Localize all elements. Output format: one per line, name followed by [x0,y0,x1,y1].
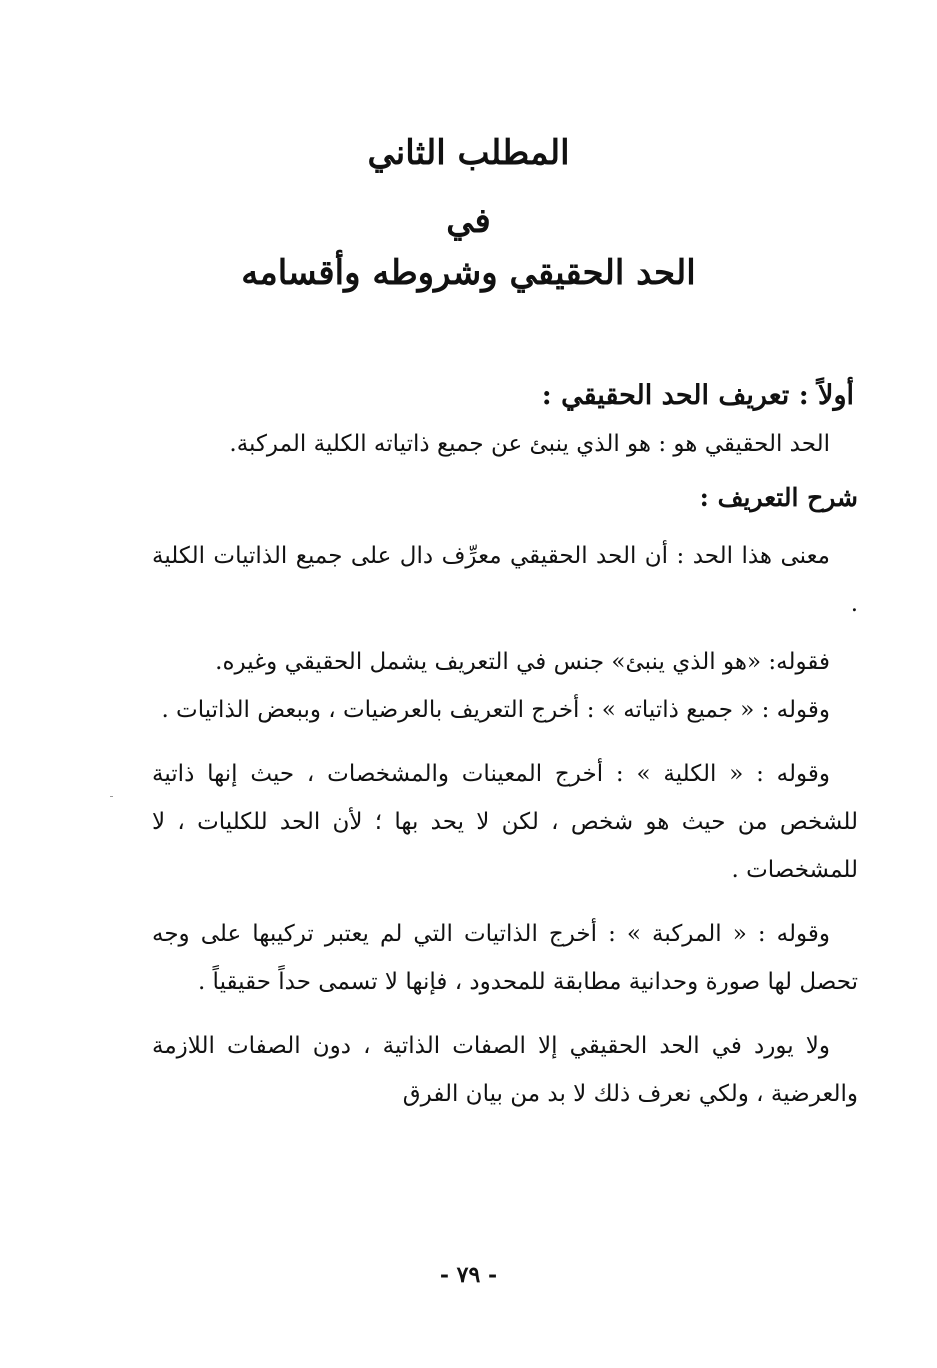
paragraph: وقوله : « المركبة » : أخرج الذاتيات التي لم يعتبر تركيبها على وجه تحصل لها صورة وحدانية مطابقة للمحدود ، فإنها لا تسمى حداً حقيقياً . [152,921,858,995]
paragraph: ولا يورد في الحد الحقيقي إلا الصفات الذاتية ، دون الصفات اللازمة والعرضية ، ولكي نعرف ذلك لا بد من بيان الفرق [152,1033,858,1107]
scan-mark [110,796,113,797]
definition-text: الحد الحقيقي هو : هو الذي ينبئ عن جميع ذاتياته الكلية المركبة. [229,431,830,457]
section-heading-explanation: شرح التعريف : [699,483,858,512]
paragraph: معنى هذا الحد : أن الحد الحقيقي معرِّف دال على جميع الذاتيات الكلية . [152,543,858,617]
chapter-title-line-1: المطلب الثاني [367,133,570,173]
body-text [152,372,858,1118]
page-number: - ٧٩ - [439,1262,498,1288]
chapter-title-line-2: في [446,201,491,241]
chapter-title-line-3: الحد الحقيقي وشروطه وأقسامه [241,253,696,293]
paragraph: فقوله: «هو الذي ينبئ» جنس في التعريف يشمل الحقيقي وغيره. [215,649,830,675]
paragraph: وقوله : « جميع ذاتياته » : أخرج التعريف بالعرضيات ، وببعض الذاتيات . [161,697,830,723]
paragraph: وقوله : « الكلية » : أخرج المعينات والمشخصات ، حيث إنها ذاتية للشخص من حيث هو شخص ، لكن لا يحد بها ؛ لأن الحد للكليات ، لا للمشخصات . [152,761,858,883]
section-heading-definition: أولاً : تعريف الحد الحقيقي : [541,380,854,411]
